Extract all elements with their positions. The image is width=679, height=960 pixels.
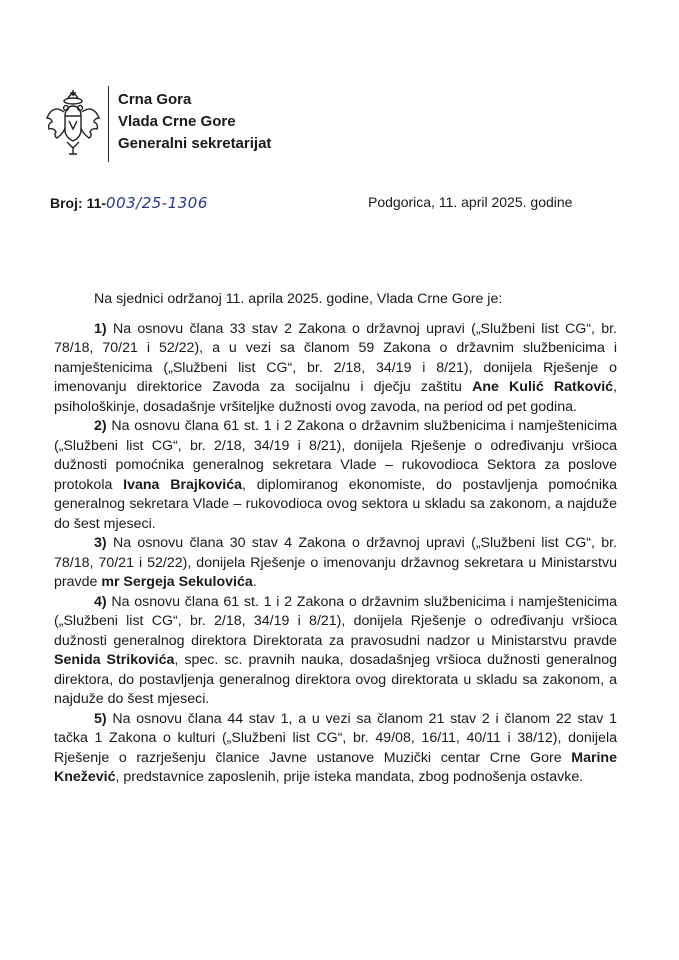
place-date: Podgorica, 11. april 2025. godine xyxy=(368,194,573,210)
intro-paragraph: Na sjednici održanoj 11. aprila 2025. godine, Vlada Crne Gore je: xyxy=(94,291,503,307)
item-number: 3) xyxy=(94,535,107,551)
item-number: 5) xyxy=(94,710,107,727)
person-name: Ivana Brajkovića xyxy=(123,476,243,493)
item-text: Na osnovu člana 61 st. 1 i 2 Zakona o državnim službenicima i namještenicima („Službeni list CG“, br. 2/18, 34/19 i 8/21), donijela Rješenje o određivanju vršioca dužnosti pomoćnika generalnog sekretara Vlade – rukovodioca Sektora za poslove protokola xyxy=(54,418,617,493)
person-name: Ane Kulić Ratković xyxy=(472,379,614,395)
reference-number xyxy=(50,194,208,212)
person-name: Marine Knežević xyxy=(54,749,617,785)
item-number: 2) xyxy=(94,418,107,434)
reference-handwritten: 003/25-1306 xyxy=(106,194,208,212)
reference-label: Broj: xyxy=(50,195,83,211)
reference-printed: 11- xyxy=(86,195,107,211)
item-text: . xyxy=(252,574,257,590)
item-number: 1) xyxy=(94,320,107,337)
person-name: mr Sergeja Sekulovića xyxy=(101,574,253,590)
decision-item-2 xyxy=(54,417,617,534)
item-text: , psihološkinje, dosadašnje vršiteljke dužnosti ovog zavoda, na period od pet godina. xyxy=(54,379,617,415)
decision-item-1 xyxy=(54,320,617,418)
header-country: Crna Gora xyxy=(118,91,192,108)
header-divider xyxy=(108,86,109,162)
decision-item-3 xyxy=(54,534,617,593)
document-body xyxy=(54,290,617,788)
person-name: Senida Strikovića xyxy=(54,652,175,668)
item-number: 4) xyxy=(94,593,107,610)
item-text: Na osnovu člana 61 st. 1 i 2 Zakona o državnim službenicima i namještenicima („Službeni list CG“, br. 2/18, 34/19 i 8/21), donijela Rješenje o određivanju vršioca dužnosti generalnog direktora Direktorata za pravosudni nadzor u Ministarstvu pravde xyxy=(54,593,617,649)
item-text: , predstavnice zaposlenih, prije isteka mandata, zbog podnošenja ostavke. xyxy=(115,769,584,785)
item-text: Na osnovu člana 33 stav 2 Zakona o državnoj upravi („Službeni list CG“, br. 78/18, 70/21 i 52/22), a u vezi sa članom 59 Zakona o državnim službenicima i namještenicima („Službeni list CG“, br. 2/18, 34/19 i 8/21), donijela Rješenje o imenovanju direktorice Zavoda za socijalnu i dječju zaštitu xyxy=(54,320,617,395)
decision-item-4 xyxy=(54,593,617,710)
item-text: , diplomiranog ekonomiste, do postavljenja pomoćnika generalnog sekretara Vlade – rukovodioca ovog sektora u skladu sa zakonom, a najduže do šest mjeseci. xyxy=(54,476,617,532)
header-government: Vlada Crne Gore xyxy=(118,113,236,130)
item-text: , spec. sc. pravnih nauka, dosadašnjeg vršioca dužnosti generalnog direktora, do postavljenja generalnog direktora ovog direktorata u skladu sa zakonom, a najduže do šest mjeseci. xyxy=(54,652,617,707)
header-secretariat: Generalni sekretarijat xyxy=(118,135,272,152)
decision-item-5 xyxy=(54,710,617,788)
coat-of-arms-icon xyxy=(44,88,102,158)
item-text: Na osnovu člana 44 stav 1, a u vezi sa članom 21 stav 2 i članom 22 stav 1 tačka 1 Zakona o kulturi („Službeni list CG“, br. 49/08, 16/11, 40/11 i 38/12), donijela Rješenje o razrješenju članice Javne ustanove Muzički centar Crne Gore xyxy=(54,710,617,766)
item-text: Na osnovu člana 30 stav 4 Zakona o državnoj upravi („Službeni list CG“, br. 78/18, 70/21 i 52/22), donijela Rješenje o imenovanju državnog sekretara u Ministarstvu pravde xyxy=(54,535,617,590)
